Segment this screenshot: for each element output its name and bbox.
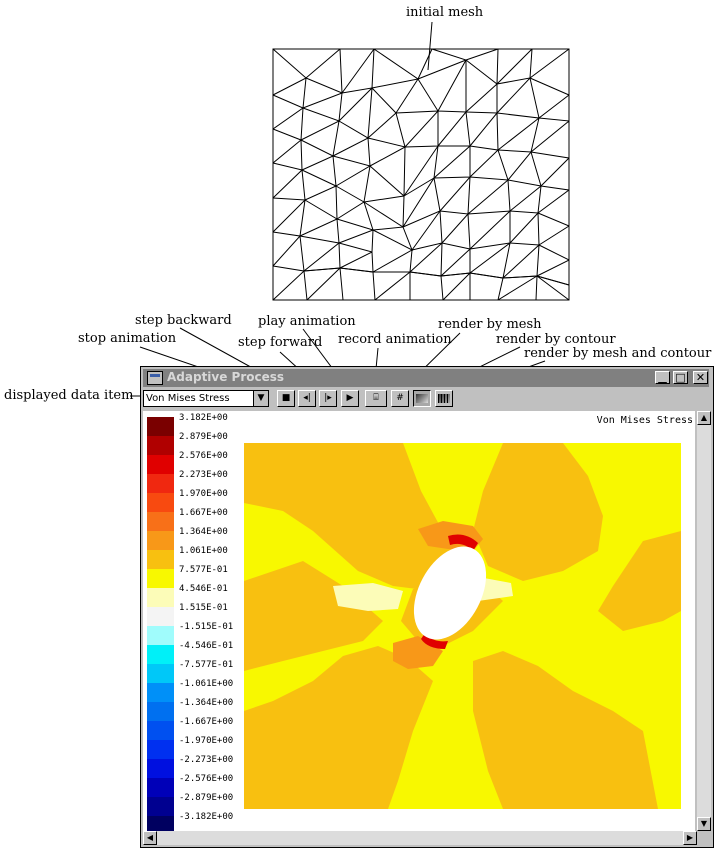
legend-label: 4.546E-01 — [179, 584, 228, 594]
scroll-up-icon[interactable]: ▲ — [697, 411, 711, 425]
window-title: Adaptive Process — [167, 370, 285, 384]
leader-lines — [130, 22, 545, 396]
render-by-mesh-and-contour-label: render by mesh and contour — [524, 346, 712, 361]
minimize-icon[interactable]: ▁ — [655, 371, 670, 384]
render-by-mesh-label: render by mesh — [438, 317, 542, 332]
horizontal-scrollbar[interactable] — [143, 831, 697, 845]
dropdown-arrow-icon[interactable]: ▼ — [253, 391, 268, 406]
legend-label: -1.364E+00 — [179, 698, 234, 708]
render-by-contour-label: render by contour — [496, 332, 616, 347]
legend-label: 3.182E+00 — [179, 413, 228, 423]
camera-icon: ⌸ — [373, 393, 379, 403]
initial-mesh-label: initial mesh — [406, 5, 484, 20]
vertical-scrollbar[interactable] — [697, 411, 711, 831]
legend-label: -2.879E+00 — [179, 793, 234, 803]
legend-label: 1.970E+00 — [179, 489, 228, 499]
initial-mesh — [273, 49, 569, 300]
plot-canvas — [143, 411, 695, 831]
step-forward-button[interactable] — [319, 390, 337, 407]
step-forward-label: step forward — [238, 335, 323, 350]
record-animation-label: record animation — [338, 332, 452, 347]
legend-label: -2.576E+00 — [179, 774, 234, 784]
scroll-left-icon[interactable]: ◀ — [143, 831, 157, 845]
data-item-value: Von Mises Stress — [146, 393, 230, 404]
legend-label: -2.273E+00 — [179, 755, 234, 765]
stop-animation-label: stop animation — [78, 331, 177, 346]
legend-label: -1.970E+00 — [179, 736, 234, 746]
data-item-select[interactable] — [143, 390, 269, 407]
legend-label: 1.667E+00 — [179, 508, 228, 518]
scroll-right-icon[interactable]: ▶ — [683, 831, 697, 845]
displayed-data-item-label: displayed data item — [4, 388, 134, 403]
legend-label: 2.273E+00 — [179, 470, 228, 480]
adaptive-process-window — [140, 366, 714, 848]
step-forward-icon: |▸ — [324, 393, 332, 403]
legend-label: -1.061E+00 — [179, 679, 234, 689]
play-animation-button[interactable] — [341, 390, 359, 407]
toolbar — [143, 389, 709, 409]
legend-label: 1.364E+00 — [179, 527, 228, 537]
step-backward-button[interactable] — [298, 390, 316, 407]
legend-label: 1.061E+00 — [179, 546, 228, 556]
close-icon[interactable]: ✕ — [693, 371, 708, 384]
step-backward-icon: ◂| — [303, 393, 311, 403]
stop-icon: ■ — [281, 393, 291, 403]
play-animation-label: play animation — [258, 314, 356, 329]
legend-label: -4.546E-01 — [179, 641, 234, 651]
play-icon: ▶ — [346, 393, 354, 403]
scroll-down-icon[interactable]: ▼ — [697, 817, 711, 831]
system-menu-icon[interactable] — [147, 371, 163, 385]
contour-icon — [416, 394, 428, 403]
plot-title: Von Mises Stress — [596, 415, 693, 426]
record-animation-button[interactable] — [365, 390, 387, 407]
step-backward-label: step backward — [135, 313, 232, 328]
legend-label: 2.576E+00 — [179, 451, 228, 461]
mesh-contour-icon — [438, 394, 450, 403]
stress-contour-plot — [143, 411, 695, 831]
legend-label: -1.515E-01 — [179, 622, 234, 632]
legend-label: 2.879E+00 — [179, 432, 228, 442]
stop-animation-button[interactable] — [277, 390, 295, 407]
legend-label: 1.515E-01 — [179, 603, 228, 613]
legend-label: -1.667E+00 — [179, 717, 234, 727]
render-by-mesh-button[interactable] — [391, 390, 409, 407]
render-by-contour-button[interactable] — [413, 390, 431, 407]
mesh-icon: # — [396, 393, 404, 403]
render-by-mesh-and-contour-button[interactable] — [435, 390, 453, 407]
title-bar[interactable] — [143, 369, 709, 387]
maximize-icon[interactable]: □ — [673, 371, 688, 384]
legend-label: 7.577E-01 — [179, 565, 228, 575]
legend-label: -3.182E+00 — [179, 812, 234, 822]
legend-label: -7.577E-01 — [179, 660, 234, 670]
